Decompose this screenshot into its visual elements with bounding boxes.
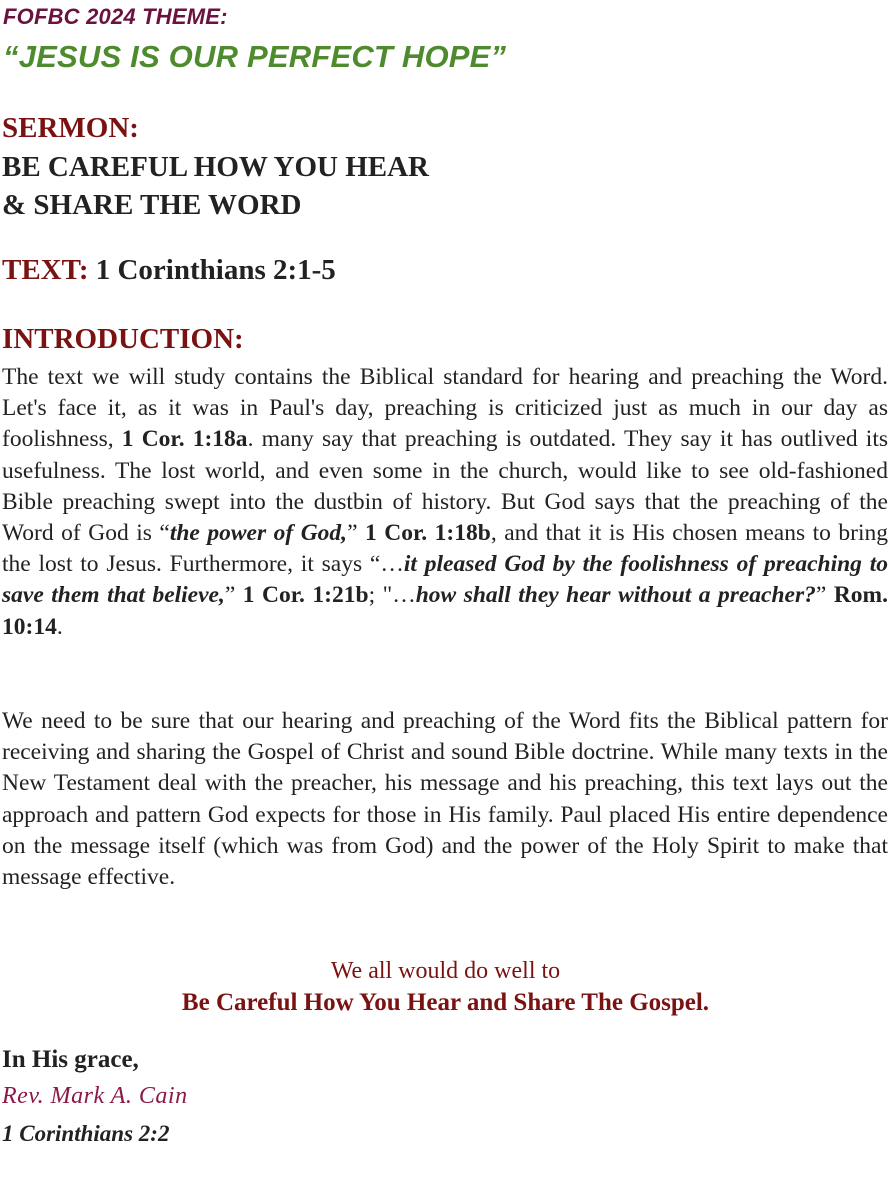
p1-quote: how shall they hear without a preacher?: [415, 582, 816, 609]
signature-salutation: In His grace,: [2, 1046, 139, 1073]
p1-text: .: [56, 613, 63, 640]
theme-title: “JESUS IS OUR PERFECT HOPE”: [3, 39, 507, 74]
closing-line-2: Be Careful How You Hear and Share The Gospel.: [181, 989, 710, 1016]
p1-text: ”: [224, 582, 243, 609]
p1-text: ; "…: [368, 582, 416, 609]
sermon-title-line-2: & SHARE THE WORD: [2, 189, 302, 221]
closing-line-1: We all would do well to: [330, 958, 561, 984]
p1-text: The text we will study contains the Biblical standard for hearing and preaching the Word. Let's face it, as it was in Paul's day, preaching is criticized just as much in our day as foolishness,: [2, 364, 888, 453]
sermon-title: [2, 148, 429, 224]
p1-quote: it pleased God by the foolishness of preaching to save them that believe,: [2, 551, 889, 609]
p1-ref: 1 Cor. 1:18b: [365, 520, 491, 547]
sermon-label: SERMON:: [2, 112, 139, 144]
p1-text: , and that it is His chosen means to bring the lost to Jesus. Furthermore, it says “…: [2, 520, 889, 578]
p1-text: ”: [347, 520, 366, 547]
p1-quote: the power of God,: [169, 520, 348, 547]
sermon-title-line-1: BE CAREFUL HOW YOU HEAR: [2, 151, 429, 183]
p1-ref: 1 Cor. 1:18a: [121, 426, 248, 453]
signature-verse: 1 Corinthians 2:2: [2, 1121, 170, 1146]
text-reference: 1 Corinthians 2:1-5: [88, 254, 336, 286]
scripture-text: [2, 254, 336, 287]
p1-text: ”: [815, 582, 834, 609]
introduction-paragraph-1: [2, 362, 888, 643]
text-label: TEXT:: [2, 254, 89, 286]
p1-text: . many say that preaching is outdated. They say it has outlived its usefulness. The lost world, and even some in the church, would like to see old-fashioned Bible preaching swept into the dustbin of history. But God says that the preaching of the Word of God is “: [2, 426, 889, 547]
p1-ref: 1 Cor. 1:21b: [242, 582, 369, 609]
introduction-paragraph-2: We need to be sure that our hearing and preaching of the Word fits the Biblical pattern for receiving and sharing the Gospel of Christ and sound Bible doctrine. While many texts in the New Testament deal with the preacher, his message and his preaching, this text lays out the approach and pattern God expects for those in His family. Paul placed His entire dependence on the message itself (which was from God) and the power of the Holy Spirit to make that message effective.: [2, 708, 888, 891]
p1-ref: Rom. 10:14: [2, 582, 888, 640]
signature-name: Rev. Mark A. Cain: [2, 1083, 188, 1109]
introduction-label: INTRODUCTION:: [2, 323, 244, 355]
theme-label: FOFBC 2024 THEME:: [3, 4, 228, 29]
